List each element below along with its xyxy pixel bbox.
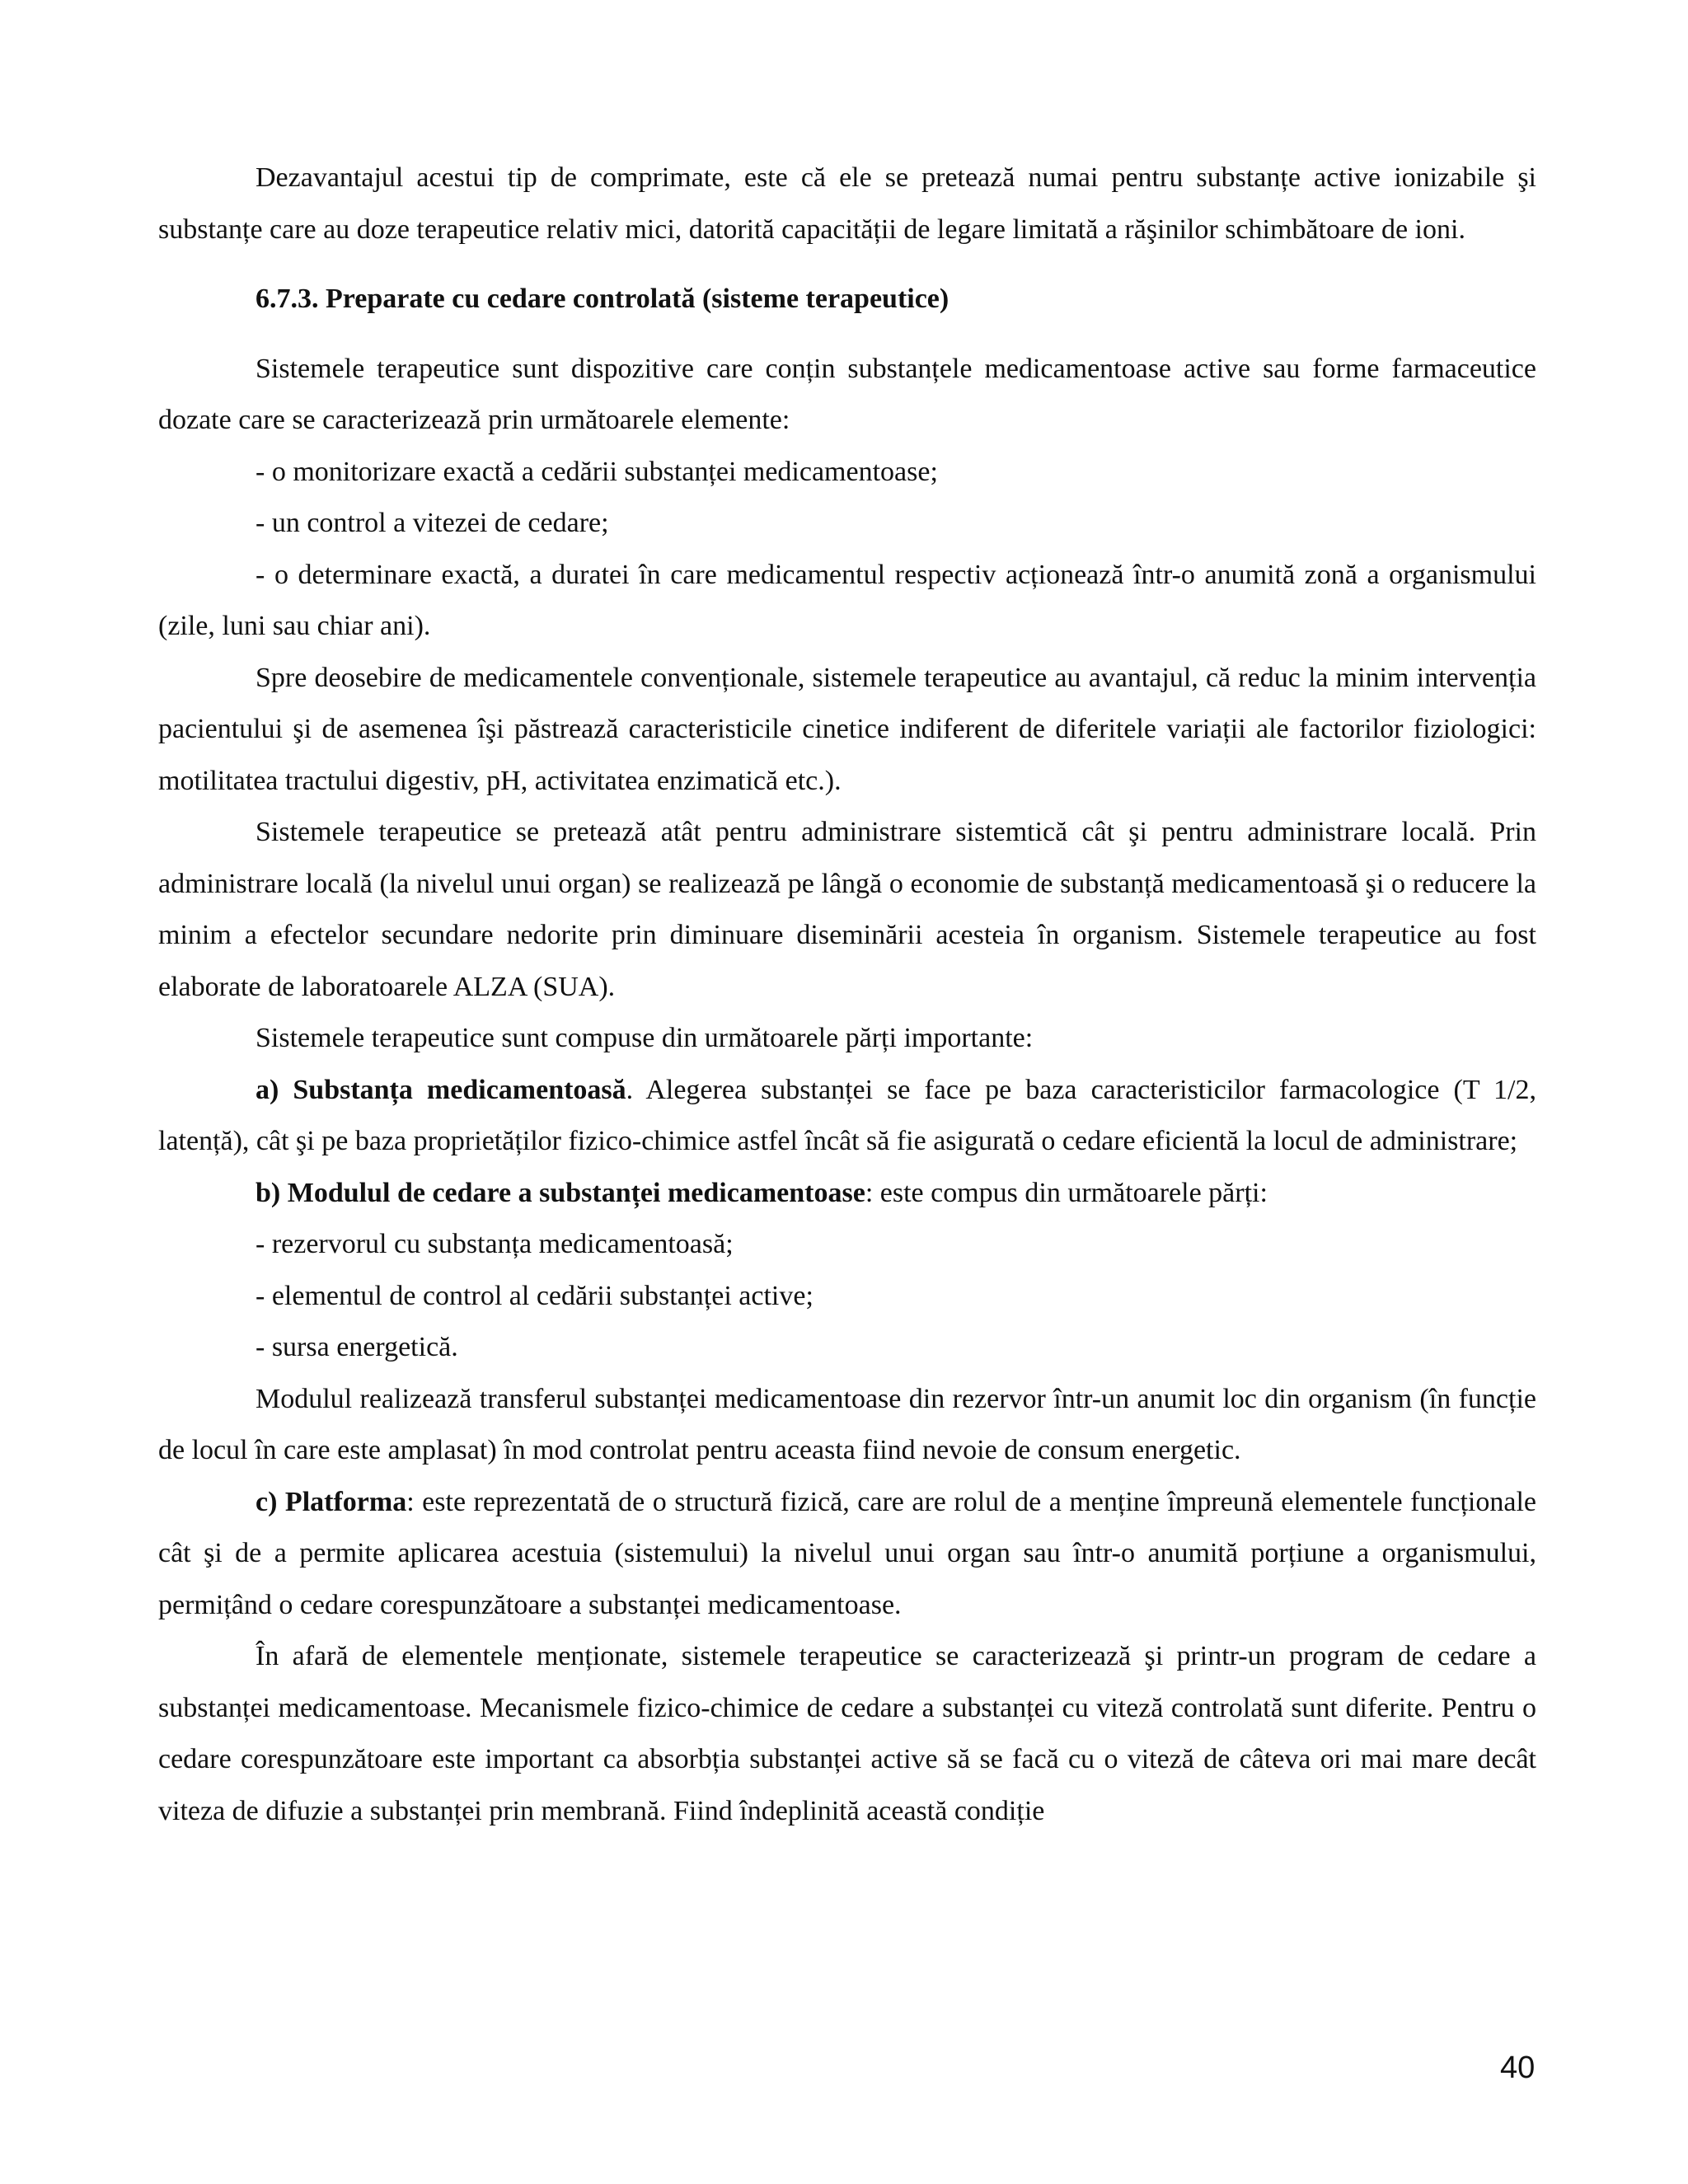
paragraph-definition: Sistemele terapeutice sunt dispozitive care conțin substanțele medicamentoase active sau forme farmaceutice dozate care se caracterizează prin următoarele elemente: (158, 353, 1536, 435)
component-b (158, 1168, 1536, 1220)
component-a-title: a) Substanța medicamentoasă (256, 1074, 626, 1105)
page-number: 40 (1500, 2050, 1536, 2085)
list-item: - o monitorizare exactă a cedării substanței medicamentoase; (256, 456, 938, 487)
component-c (158, 1477, 1536, 1632)
component-b-title: b) Modulul de cedare a substanței medicamentoase (256, 1177, 865, 1208)
section-heading: 6.7.3. Preparate cu cedare controlată (sisteme terapeutice) (256, 284, 950, 314)
list-item: - sursa energetică. (256, 1332, 458, 1362)
page-content (158, 152, 1536, 1837)
list-item: - rezervorul cu substanța medicamentoasă; (256, 1229, 734, 1259)
component-a-text: . Alegerea substanței se face pe baza caracteristicilor farmacologice (T 1/2, latență), cât şi pe baza proprietăților fizico-chimice astfel încât să fie asigurată o cedare eficientă la locul de administrare; (158, 1074, 1536, 1156)
component-c-title: c) Platforma (256, 1486, 407, 1517)
component-b-text: : este compus din următoarele părți: (865, 1177, 1268, 1208)
paragraph-module: Modulul realizează transferul substanței medicamentoase din rezervor într-un anumit loc din organism (în funcție de locul în care este amplasat) în mod controlat pentru aceasta fiind nevoie de consum energetic. (158, 1383, 1536, 1465)
component-c-text: : este reprezentată de o structură fizică, care are rolul de a menține împreună elementele funcționale cât şi de a permite aplicarea acestuia (sistemului) la nivelul unui organ sau într-o anumită porțiune a organismului, permițând o cedare corespunzătoare a substanței medicamentoase. (158, 1486, 1536, 1620)
list-item: - o determinare exactă, a duratei în care medicamentul respectiv acționează într-o anumită zonă a organismului (zile, luni sau chiar ani). (158, 559, 1536, 641)
component-a (158, 1065, 1536, 1168)
paragraph-components-intro: Sistemele terapeutice sunt compuse din următoarele părți importante: (256, 1023, 1034, 1053)
list-item: - elementul de control al cedării substanței active; (256, 1280, 814, 1311)
paragraph-release-program: În afară de elementele menționate, sistemele terapeutice se caracterizează şi printr-un program de cedare a substanței medicamentoase. Mecanismele fizico-chimice de cedare a substanței cu viteză controlată sunt diferite. Pentru o cedare corespunzătoare este important ca absorbția substanței active să se facă cu o viteză de câteva ori mai mare decât viteza de difuzie a substanței prin membrană. Fiind îndeplinită această condiție (158, 1641, 1536, 1826)
list-item: - un control a vitezei de cedare; (256, 508, 609, 538)
paragraph-administration: Sistemele terapeutice se pretează atât pentru administrare sistemtică cât şi pentru administrare locală. Prin administrare locală (la nivelul unui organ) se realizează pe lângă o economie de substanță medicamentoasă şi o reducere la minim a efectelor secundare nedorite prin diminuare diseminării acesteia în organism. Sistemele terapeutice au fost elaborate de laboratoarele ALZA (SUA). (158, 817, 1536, 1002)
paragraph-advantages: Spre deosebire de medicamentele convenționale, sistemele terapeutice au avantajul, că reduc la minim intervenția pacientului şi de asemenea îşi păstrează caracteristicile cinetice indiferent de diferitele variații ale factorilor fiziologici: motilitatea tractului digestiv, pH, activitatea enzimatică etc.). (158, 662, 1536, 796)
paragraph-disadvantage: Dezavantajul acestui tip de comprimate, este că ele se pretează numai pentru substanțe active ionizabile şi substanțe care au doze terapeutice relativ mici, datorită capacității de legare limitată a răşinilor schimbătoare de ioni. (158, 162, 1536, 245)
